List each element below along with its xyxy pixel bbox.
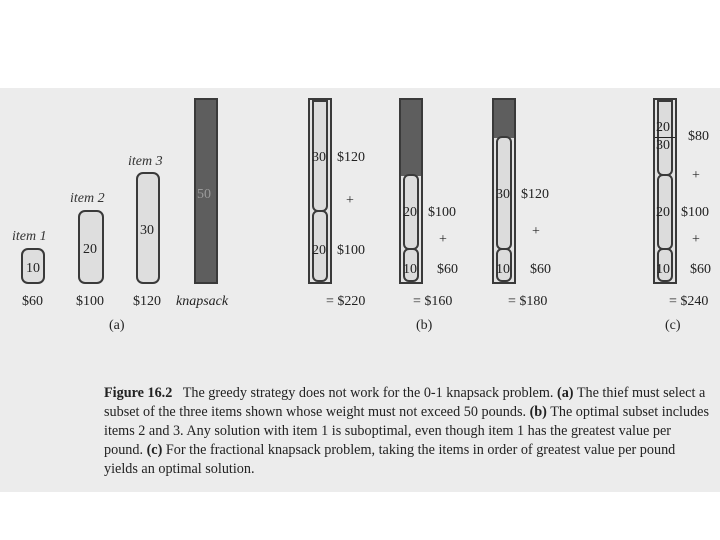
solution-3-weight-2: 10 [496, 262, 510, 277]
solution-3-empty-space [494, 100, 514, 138]
caption-c-tag: (c) [146, 442, 163, 458]
solution-2-value-2: $60 [437, 262, 458, 277]
caption-b-tag: (b) [529, 404, 547, 420]
figure-caption [104, 384, 712, 479]
solution-2-knapsack [399, 98, 423, 284]
fractional-plus-1: + [692, 168, 700, 183]
caption-a-tag: (a) [556, 385, 574, 401]
fractional-total: = $240 [669, 294, 709, 309]
item-1-label: item 1 [12, 229, 47, 244]
item-1-weight: 10 [26, 261, 40, 276]
solution-2-empty-space [401, 100, 421, 176]
solution-2-total: = $160 [413, 294, 453, 309]
solution-3-weight-1: 30 [496, 187, 510, 202]
item-1-value: $60 [22, 294, 43, 309]
item-3-weight: 30 [140, 223, 154, 238]
item-2-label: item 2 [70, 191, 105, 206]
knapsack-label: knapsack [176, 294, 229, 309]
fraction-numerator: 20 [656, 120, 670, 135]
solution-1-weight-2: 20 [312, 243, 326, 258]
knapsack-capacity: 50 [197, 187, 211, 202]
solution-2-weight-2: 10 [403, 262, 417, 277]
solution-2-plus: + [439, 232, 447, 247]
fractional-value-2: $100 [681, 205, 709, 220]
caption-c-text: For the fractional knapsack problem, taking the items in order of greatest value per pound yields an optimal solution. [104, 442, 676, 477]
fractional-value-1: $80 [688, 129, 709, 144]
caption-b-text: The optimal subset includes items 2 and 3. Any solution with item 1 is suboptimal, even though item 1 has the greatest value per pound. [104, 404, 709, 458]
fractional-value-3: $60 [690, 262, 711, 277]
caption-figure-number: Figure 16.2 [104, 385, 173, 401]
solution-1-value-1: $120 [337, 150, 365, 165]
item-3-value: $120 [133, 294, 161, 309]
fractional-plus-2: + [692, 232, 700, 247]
fractional-weight-2: 20 [656, 205, 670, 220]
solution-2-weight-1: 20 [403, 205, 417, 220]
panel-b-label: (b) [416, 318, 433, 333]
solution-3-value-2: $60 [530, 262, 551, 277]
solution-1-total: = $220 [326, 294, 366, 309]
solution-3-total: = $180 [508, 294, 548, 309]
solution-1-plus: + [346, 193, 354, 208]
item-3-label: item 3 [128, 154, 163, 169]
fraction-denominator: 30 [656, 138, 670, 153]
caption-a-text: The thief must select a subset of the three items shown whose weight must not exceed 50 pounds. [104, 385, 706, 420]
panel-c-label: (c) [665, 318, 681, 333]
fractional-weight-3: 10 [656, 262, 670, 277]
solution-3-plus: + [532, 224, 540, 239]
item-2-weight: 20 [83, 242, 97, 257]
solution-1-weight-1: 30 [312, 150, 326, 165]
panel-a-label: (a) [109, 318, 125, 333]
solution-1-value-2: $100 [337, 243, 365, 258]
item-2-value: $100 [76, 294, 104, 309]
caption-intro: The greedy strategy does not work for the 0-1 knapsack problem. [182, 385, 554, 401]
solution-2-value-1: $100 [428, 205, 456, 220]
solution-3-value-1: $120 [521, 187, 549, 202]
